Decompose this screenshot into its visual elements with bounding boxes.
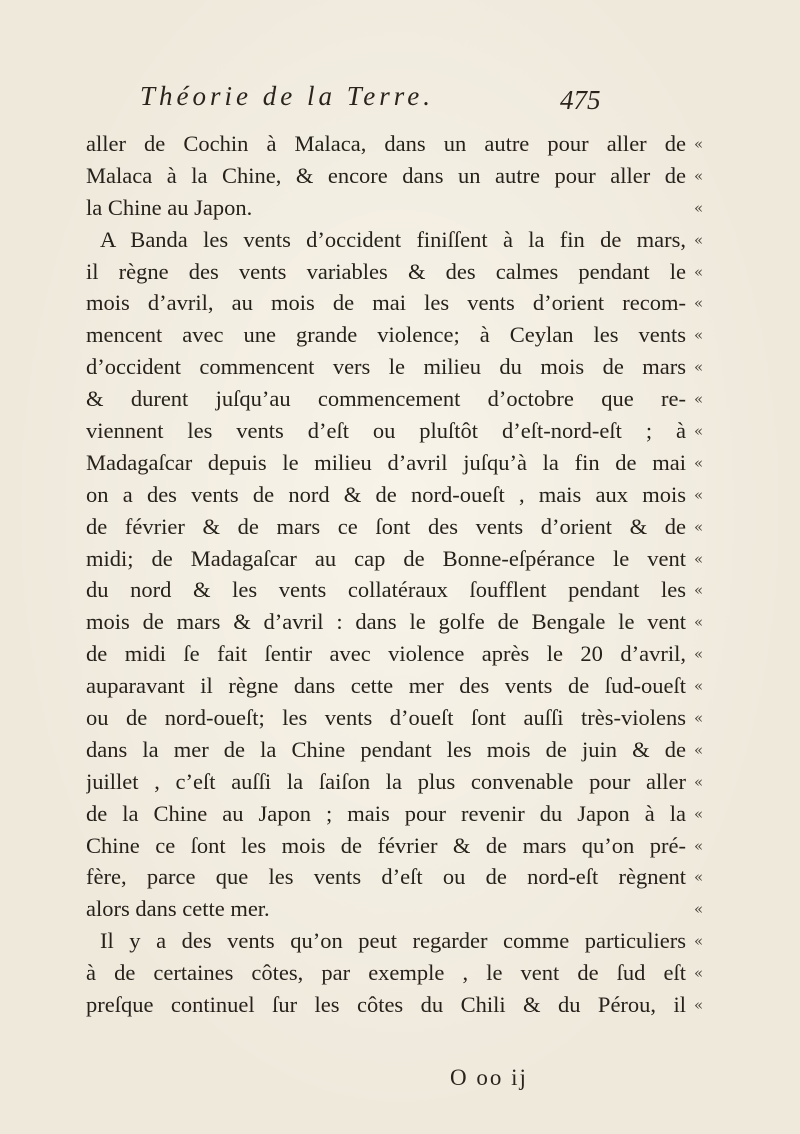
text-line <box>86 893 746 925</box>
text-line <box>86 447 746 479</box>
quotation-mark: « <box>694 709 704 728</box>
line-text: mois d’avril, au mois de mai les vents d’orient recom- <box>86 290 686 316</box>
quotation-mark: « <box>694 900 704 919</box>
line-text: on a des vents de nord & de nord-oueſt , mais aux mois <box>86 481 686 507</box>
quotation-mark: « <box>694 549 704 568</box>
quotation-mark: « <box>694 932 704 951</box>
text-line <box>86 702 746 734</box>
line-text: à de certaines côtes, par exemple , le vent de ſud eſt <box>86 960 686 986</box>
line-text: A Banda les vents d’occident finiſſent à la fin de mars, <box>100 226 686 252</box>
line-text: d’occident commencent vers le milieu du mois de mars <box>86 354 686 380</box>
quotation-mark: « <box>694 645 704 664</box>
text-line <box>86 830 746 862</box>
quotation-mark: « <box>694 517 704 536</box>
quotation-mark: « <box>694 390 704 409</box>
text-line <box>86 957 746 989</box>
text-line <box>86 766 746 798</box>
quotation-mark: « <box>694 230 704 249</box>
signature-mark: O oo ij <box>450 1065 528 1090</box>
quotation-mark: « <box>694 198 704 217</box>
quotation-mark: « <box>694 453 704 472</box>
line-text: Malaca à la Chine, & encore dans un autre pour aller de <box>86 162 686 188</box>
line-text: Madagaſcar depuis le milieu d’avril juſqu’à la fin de mai <box>86 449 686 475</box>
line-text: & durent juſqu’au commencement d’octobre que re- <box>86 386 686 412</box>
text-line <box>86 798 746 830</box>
quotation-mark: « <box>694 613 704 632</box>
text-line <box>86 734 746 766</box>
text-line <box>86 989 746 1021</box>
quotation-mark: « <box>694 804 704 823</box>
text-line <box>86 543 746 575</box>
line-text: Il y a des vents qu’on peut regarder comme particuliers <box>100 928 686 954</box>
line-text: midi; de Madagaſcar au cap de Bonne-eſpérance le vent <box>86 545 686 571</box>
text-line <box>86 606 746 638</box>
quotation-mark: « <box>694 485 704 504</box>
text-line <box>86 224 746 256</box>
line-text: auparavant il règne dans cette mer des vents de ſud-oueſt <box>86 673 686 699</box>
text-line <box>86 128 746 160</box>
quotation-mark: « <box>694 422 704 441</box>
body-text <box>86 128 746 1021</box>
line-text: preſque continuel ſur les côtes du Chili & du Pérou, il <box>86 992 686 1018</box>
text-line <box>86 383 746 415</box>
line-text: de midi ſe fait ſentir avec violence après le 20 d’avril, <box>86 641 686 667</box>
text-line <box>86 256 746 288</box>
line-text: viennent les vents d’eſt ou pluſtôt d’eſt-nord-eſt ; à <box>86 418 686 444</box>
line-text: de février & de mars ce ſont des vents d’orient & de <box>86 513 686 539</box>
text-line <box>86 287 746 319</box>
quotation-mark: « <box>694 964 704 983</box>
line-text: de la Chine au Japon ; mais pour revenir du Japon à la <box>86 800 686 826</box>
text-line <box>86 925 746 957</box>
line-text: Chine ce ſont les mois de février & de mars qu’on pré- <box>86 832 686 858</box>
quotation-mark: « <box>694 677 704 696</box>
quotation-mark: « <box>694 326 704 345</box>
quotation-mark: « <box>694 868 704 887</box>
text-line <box>86 319 746 351</box>
text-line <box>86 192 746 224</box>
quotation-mark: « <box>694 166 704 185</box>
text-line <box>86 638 746 670</box>
quotation-mark: « <box>694 581 704 600</box>
quotation-mark: « <box>694 836 704 855</box>
quotation-mark: « <box>694 262 704 281</box>
line-text: la Chine au Japon. <box>86 194 253 220</box>
line-text: mois de mars & d’avril : dans le golfe de Bengale le vent <box>86 609 686 635</box>
line-text: fère, parce que les vents d’eſt ou de nord-eſt règnent <box>86 864 686 890</box>
line-text: mencent avec une grande violence; à Ceylan les vents <box>86 322 686 348</box>
text-line <box>86 415 746 447</box>
text-line <box>86 574 746 606</box>
text-line <box>86 351 746 383</box>
line-text: ou de nord-oueſt; les vents d’oueſt ſont auſſi très-violens <box>86 705 686 731</box>
quotation-mark: « <box>694 996 704 1015</box>
quotation-mark: « <box>694 740 704 759</box>
line-text: alors dans cette mer. <box>86 896 270 922</box>
quotation-mark: « <box>694 294 704 313</box>
quotation-mark: « <box>694 358 704 377</box>
page-number: 475 <box>560 85 601 115</box>
quotation-mark: « <box>694 772 704 791</box>
line-text: du nord & les vents collatéraux ſoufflent pendant les <box>86 577 686 603</box>
text-line <box>86 479 746 511</box>
text-line <box>86 511 746 543</box>
quotation-mark: « <box>694 135 704 153</box>
text-line <box>86 160 746 192</box>
line-text: aller de Cochin à Malaca, dans un autre pour aller de <box>86 131 686 156</box>
text-line <box>86 861 746 893</box>
running-title: Théorie de la Terre. <box>140 81 434 111</box>
line-text: juillet , c’eſt auſſi la ſaiſon la plus convenable pour aller <box>86 768 686 794</box>
text-line <box>86 670 746 702</box>
line-text: dans la mer de la Chine pendant les mois de juin & de <box>86 736 686 762</box>
line-text: il règne des vents variables & des calmes pendant le <box>86 258 686 284</box>
